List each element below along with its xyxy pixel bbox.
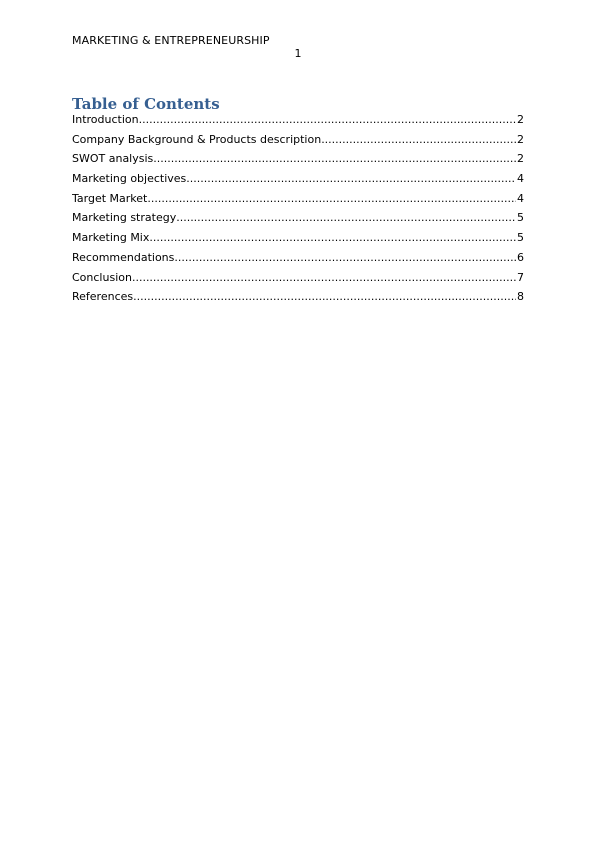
toc-dot-leader (186, 172, 516, 186)
toc-list (72, 113, 524, 310)
toc-entry-label: Recommendations (72, 250, 175, 264)
toc-entry-label: Conclusion (72, 270, 132, 284)
toc-entry-page: 2 (517, 113, 524, 126)
toc-entry-target-market[interactable] (72, 192, 524, 212)
toc-entry-label: Company Background & Products description (72, 132, 322, 146)
toc-dot-leader (132, 271, 516, 285)
toc-entry-page: 7 (517, 270, 524, 284)
toc-entry-page: 5 (517, 211, 524, 225)
toc-entry-page: 8 (517, 290, 524, 304)
toc-entry-company-background[interactable] (72, 133, 524, 153)
toc-dot-leader (149, 231, 516, 245)
toc-entry-conclusion[interactable] (72, 271, 524, 291)
toc-entry-label: Marketing objectives (72, 172, 187, 186)
toc-entry-recommendations[interactable] (72, 251, 524, 271)
toc-dot-leader (139, 113, 516, 127)
toc-entry-label: Target Market (72, 191, 148, 205)
toc-entry-page: 5 (517, 231, 524, 245)
toc-dot-leader (153, 152, 516, 166)
running-head: MARKETING & ENTREPRENEURSHIP (72, 34, 270, 47)
toc-entry-label: References (72, 290, 134, 304)
toc-entry-label: Marketing strategy (72, 211, 177, 225)
toc-entry-page: 4 (517, 172, 524, 186)
toc-entry-marketing-objectives[interactable] (72, 172, 524, 192)
toc-entry-marketing-strategy[interactable] (72, 211, 524, 231)
toc-dot-leader (174, 251, 516, 265)
toc-dot-leader (133, 290, 516, 304)
toc-entry-marketing-mix[interactable] (72, 231, 524, 251)
toc-entry-label: Marketing Mix (72, 231, 150, 245)
toc-entry-page: 6 (517, 250, 524, 264)
toc-entry-page: 2 (517, 152, 524, 166)
toc-dot-leader (176, 211, 516, 225)
toc-entry-label: Introduction (72, 113, 139, 126)
toc-entry-swot-analysis[interactable] (72, 152, 524, 172)
toc-entry-label: SWOT analysis (72, 152, 154, 166)
toc-dot-leader (321, 133, 516, 147)
toc-entry-references[interactable] (72, 290, 524, 310)
toc-entry-introduction[interactable] (72, 113, 524, 133)
page-number: 1 (294, 47, 302, 60)
toc-entry-page: 2 (517, 132, 524, 146)
toc-title: Table of Contents (72, 95, 220, 113)
toc-entry-page: 4 (517, 191, 524, 205)
toc-dot-leader (147, 192, 516, 206)
